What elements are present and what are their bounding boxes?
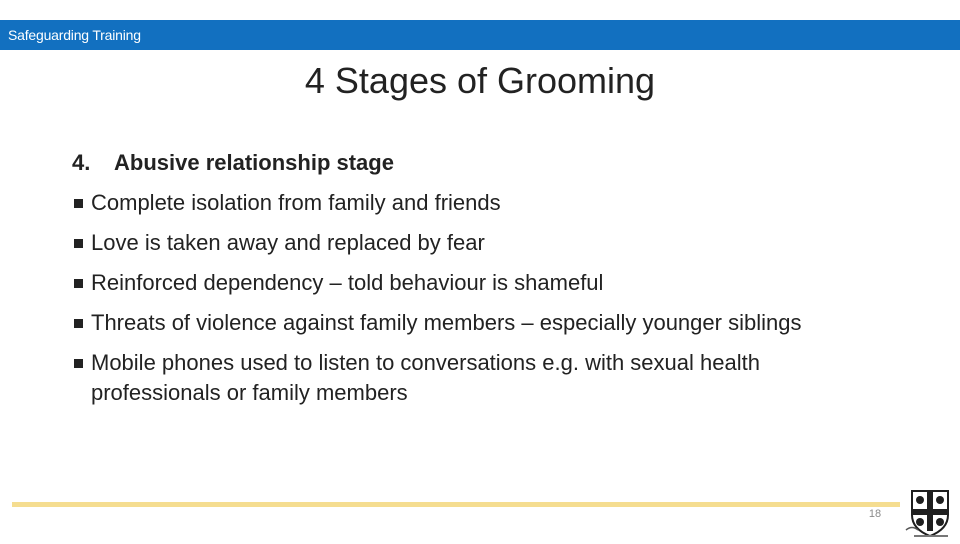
bullet-text: Love is taken away and replaced by fear [91, 230, 485, 255]
page-number: 18 [868, 508, 882, 520]
header-banner [0, 20, 960, 50]
top-margin [0, 0, 960, 20]
square-bullet-icon [74, 239, 83, 248]
square-bullet-icon [74, 359, 83, 368]
stage-number: 4. [72, 150, 91, 175]
bullet-item [72, 268, 892, 298]
bullet-item [72, 188, 892, 218]
square-bullet-icon [74, 199, 83, 208]
school-crest-icon [904, 489, 956, 539]
banner-label: Safeguarding Training [8, 27, 141, 43]
square-bullet-icon [74, 279, 83, 288]
bullet-text: Complete isolation from family and friends [91, 190, 501, 215]
bullet-text: Threats of violence against family members – especially younger siblings [91, 310, 802, 335]
square-bullet-icon [74, 319, 83, 328]
bullet-item [72, 308, 892, 338]
stage-heading [72, 148, 892, 178]
footer-divider [12, 502, 900, 507]
bullet-text: Mobile phones used to listen to conversations e.g. with sexual health professionals or family members [91, 350, 760, 405]
slide-title: 4 Stages of Grooming [304, 60, 656, 101]
bullet-item [72, 228, 892, 258]
stage-title: Abusive relationship stage [114, 150, 394, 175]
bullet-item [72, 348, 892, 408]
slide-content [72, 148, 892, 418]
bullet-text: Reinforced dependency – told behaviour is shameful [91, 270, 604, 295]
